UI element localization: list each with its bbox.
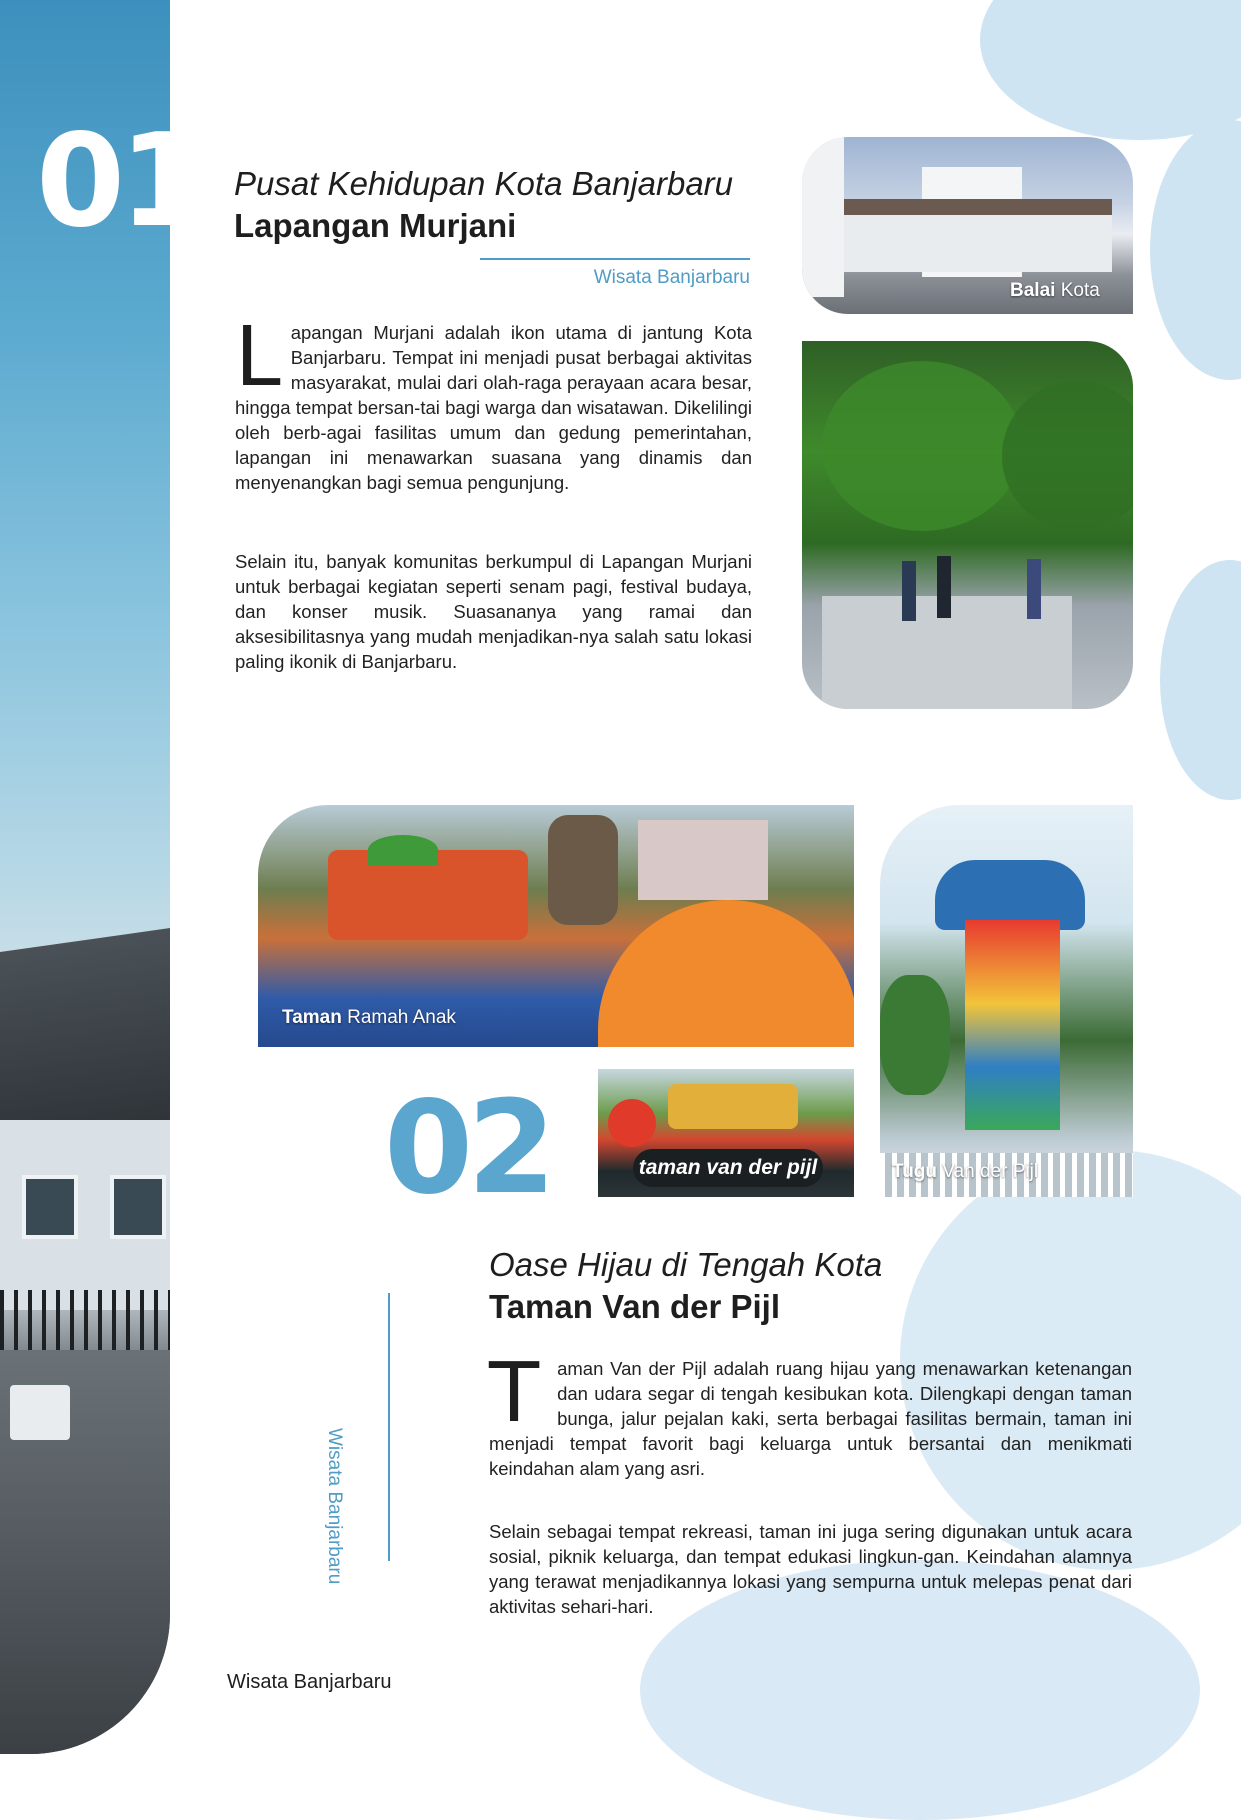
page-footer: Wisata Banjarbaru	[227, 1671, 392, 1693]
section2-title-italic: Oase Hijau di Tengah Kota	[489, 1246, 883, 1283]
building-roof	[842, 199, 1112, 215]
section1-title	[234, 163, 774, 247]
section-number-01: 01	[36, 107, 203, 256]
section2-paragraph-1-text: aman Van der Pijl adalah ruang hijau yang menawarkan ketenangan dan udara segar di tengah kesibukan kota. Dilengkapi dengan taman bunga, jalur pejalan kaki, serta berbagai fasilitas bermain, taman ini menjadi tempat favorit bagi keluarga untuk bersantai dan menikmati keindahan alam yang asri.	[489, 1358, 1132, 1479]
dropcap-l: L	[235, 310, 281, 405]
section1-paragraph-1-text: apangan Murjani adalah ikon utama di jantung Kota Banjarbaru. Tempat ini menjadi pusat berbagai aktivitas masyarakat, mulai dari olah-raga perayaan acara besar, hingga tempat bersan-tai bagi warga dan wisatawan. Dikelilingi oleh berb-agai fasilitas umum dan gedung pemerintahan, lapangan ini menawarkan suasana yang dinamis dan menyenangkan bagi semua pengunjung.	[235, 322, 752, 493]
section2-paragraph-2-text: Selain sebagai tempat rekreasi, taman ini juga sering digunakan untuk acara sosial, piknik keluarga, dan tempat edukasi lingkun-gan. Keindahan alamnya yang terawat menjadikannya lokasi yang sempurna untuk melepas penat dari aktivitas sehari-hari.	[489, 1521, 1132, 1617]
column-left	[802, 137, 844, 297]
photo-taman-sign	[598, 1069, 854, 1197]
flower-sculpture	[608, 1099, 656, 1147]
section1-tagline: Wisata Banjarbaru	[593, 267, 750, 288]
section1-paragraph-2	[235, 549, 752, 674]
section2-vertical-rule	[388, 1293, 390, 1561]
caption-bold: Balai	[1010, 280, 1056, 301]
section2-title-bold: Taman Van der Pijl	[489, 1288, 780, 1325]
building-roof	[0, 928, 170, 1152]
photo-taman-ramah-anak	[258, 805, 854, 1047]
section2-paragraph-1	[489, 1346, 1132, 1481]
photo-balai-kota	[802, 137, 1133, 314]
photo-caption-balai	[1010, 280, 1100, 302]
tree-left	[880, 975, 950, 1095]
caption-rest: Van der Pijl	[942, 1161, 1039, 1182]
climbing-dome	[598, 900, 854, 1047]
section1-title-bold: Lapangan Murjani	[234, 207, 517, 244]
section1-paragraph-1	[235, 310, 752, 495]
pedestrian	[937, 556, 951, 618]
left-photo-strip	[0, 0, 170, 1754]
photo-tugu-van-der-pijl	[880, 805, 1133, 1197]
building-window	[110, 1175, 166, 1239]
pedestrian	[1027, 559, 1041, 619]
ornament-top-right	[980, 0, 1241, 140]
caption-bold: Taman	[282, 1007, 342, 1028]
sign-board: taman van der pijl	[633, 1149, 823, 1187]
building-window	[22, 1175, 78, 1239]
tree-trunk	[548, 815, 618, 925]
caption-rest: Ramah Anak	[347, 1007, 456, 1028]
section-number-02: 02	[384, 1074, 551, 1223]
play-roof	[368, 835, 438, 865]
section1-paragraph-2-text: Selain itu, banyak komunitas berkumpul di Lapangan Murjani untuk berbagai kegiatan seperti senam pagi, festival budaya, dan konser musik. Suasananya yang ramai dan aksesibilitasnya yang mudah menjadikan-nya salah satu lokasi paling ikonik di Banjarbaru.	[235, 551, 752, 672]
ornament-right-middle	[1160, 560, 1241, 800]
tree-canopy	[1002, 381, 1133, 531]
photo-caption-play	[282, 1007, 456, 1029]
photo-caption-tugu	[892, 1161, 1038, 1183]
building-wing	[842, 212, 1112, 272]
caption-rest: Kota	[1060, 280, 1100, 301]
section1-title-italic: Pusat Kehidupan Kota Banjarbaru	[234, 165, 734, 202]
building-background	[638, 820, 768, 900]
pedestrian	[902, 561, 916, 621]
section2-paragraph-2	[489, 1519, 1132, 1619]
building-fence	[0, 1290, 170, 1350]
dropcap-t: T	[489, 1346, 540, 1441]
sign-letters-3d	[668, 1084, 798, 1129]
section2-title	[489, 1244, 1129, 1328]
road-barrier	[10, 1385, 70, 1440]
tree-canopy	[822, 361, 1022, 531]
section2-vertical-tagline: Wisata Banjarbaru	[324, 1428, 345, 1585]
tower-body	[965, 920, 1060, 1130]
section1-title-rule	[480, 258, 750, 260]
photo-lapangan-street	[802, 341, 1133, 709]
ornament-right-upper	[1150, 120, 1241, 380]
caption-bold: Tugu	[892, 1161, 938, 1182]
